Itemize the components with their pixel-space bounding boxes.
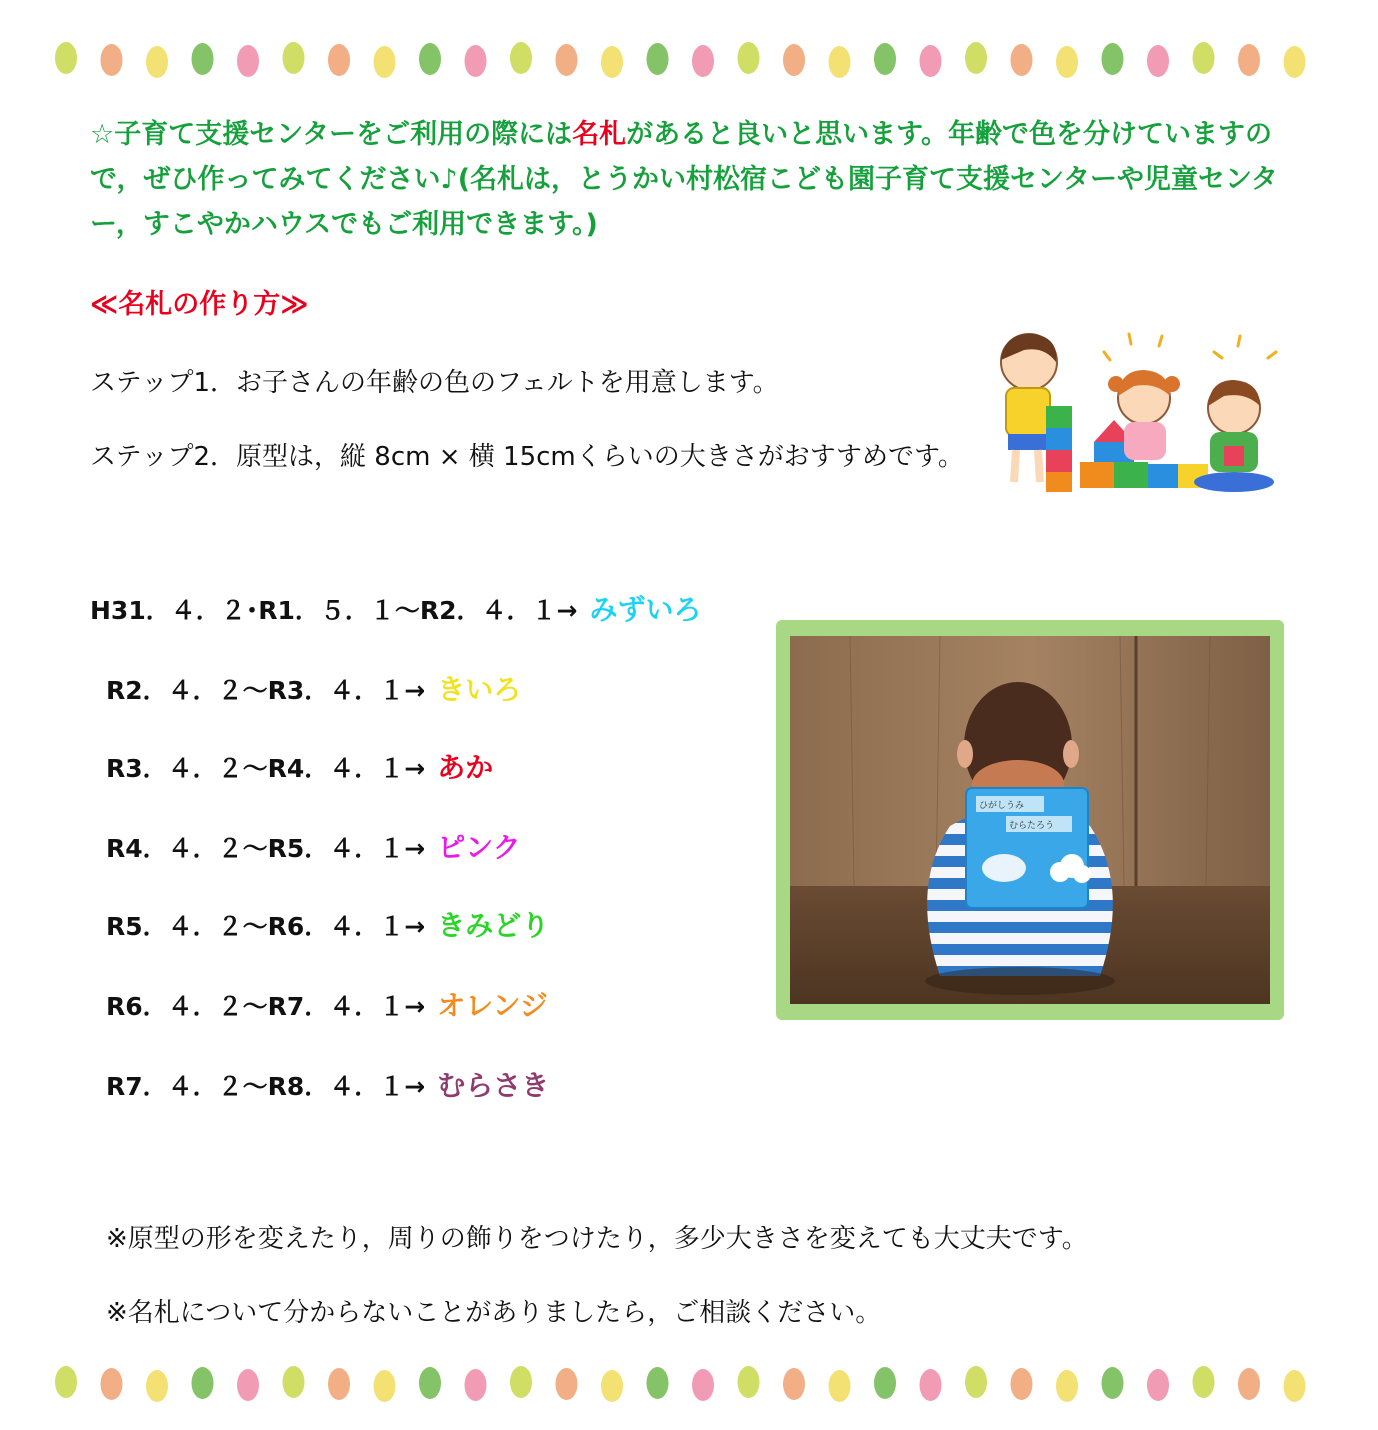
photo-tag-line1: ひがしうみ <box>979 801 1025 811</box>
watercolor-dot <box>101 1368 123 1400</box>
watercolor-dot <box>647 1367 669 1399</box>
watercolor-dot <box>192 1367 214 1399</box>
age-color-name: きいろ <box>437 673 522 706</box>
age-row-4 <box>106 826 521 866</box>
age-color-name: ピンク <box>437 831 521 864</box>
watercolor-dot <box>1147 45 1169 77</box>
age-color-name: オレンジ <box>437 989 548 1022</box>
watercolor-dot <box>328 44 350 76</box>
watercolor-dot <box>692 1369 714 1401</box>
howto-heading: ≪名札の作り方≫ <box>90 289 309 320</box>
step-1: ステップ1．お子さんの年齢の色のフェルトを用意します。 <box>90 368 779 398</box>
top-dot-border <box>0 30 1378 90</box>
watercolor-dot <box>55 42 77 74</box>
watercolor-dot <box>465 45 487 77</box>
watercolor-dot <box>1056 46 1078 78</box>
watercolor-dot <box>1056 1370 1078 1402</box>
age-range: R6．４．２～R7．４．１→ <box>106 992 426 1021</box>
age-range: R2．４．２～R3．４．１→ <box>106 676 426 705</box>
age-row-2 <box>106 668 521 708</box>
watercolor-dot <box>283 42 305 74</box>
watercolor-dot <box>419 1367 441 1399</box>
note-2: ※名札について分からないことがありましたら，ご相談ください。 <box>106 1298 882 1328</box>
age-row-1 <box>90 588 701 628</box>
watercolor-dot <box>510 42 532 74</box>
watercolor-dot <box>601 1370 623 1402</box>
watercolor-dot <box>1102 43 1124 75</box>
watercolor-dots-bottom <box>0 1354 1378 1414</box>
watercolor-dot <box>1102 1367 1124 1399</box>
intro-highlight-nameplate: 名札 <box>572 119 627 150</box>
watercolor-dot <box>1011 1368 1033 1400</box>
age-color-name: あか <box>437 751 494 784</box>
watercolor-dot <box>783 44 805 76</box>
watercolor-dot <box>510 1366 532 1398</box>
intro-paragraph <box>90 112 1290 247</box>
watercolor-dot <box>419 43 441 75</box>
watercolor-dot <box>1193 1366 1215 1398</box>
watercolor-dot <box>146 46 168 78</box>
children-blocks-image <box>984 322 1284 502</box>
age-range: R5．４．２～R6．４．１→ <box>106 912 426 941</box>
doll-with-nameplate-photo <box>790 636 1270 1004</box>
watercolor-dot <box>829 46 851 78</box>
nameplate-photo-frame <box>776 620 1284 1020</box>
age-row-6 <box>106 984 548 1024</box>
watercolor-dot <box>101 44 123 76</box>
age-row-7 <box>106 1064 549 1104</box>
watercolor-dot <box>738 1366 760 1398</box>
watercolor-dot <box>465 1369 487 1401</box>
watercolor-dot <box>965 1366 987 1398</box>
watercolor-dot <box>965 42 987 74</box>
note-1: ※原型の形を変えたり，周りの飾りをつけたり，多少大きさを変えても大丈夫です。 <box>106 1224 1088 1254</box>
watercolor-dot <box>374 46 396 78</box>
watercolor-dot <box>1284 1370 1306 1402</box>
watercolor-dot <box>1147 1369 1169 1401</box>
watercolor-dot <box>920 45 942 77</box>
watercolor-dot <box>1193 42 1215 74</box>
age-range: R7．４．２～R8．４．１→ <box>106 1072 426 1101</box>
watercolor-dot <box>146 1370 168 1402</box>
watercolor-dot <box>1238 44 1260 76</box>
age-range: R4．４．２～R5．４．１→ <box>106 834 426 863</box>
step-2: ステップ2．原型は，縦 8cm × 横 15cmくらいの大きさがおすすめです。 <box>90 442 964 472</box>
age-color-name: むらさき <box>437 1069 550 1102</box>
watercolor-dot <box>374 1370 396 1402</box>
bottom-dot-border <box>0 1354 1378 1414</box>
watercolor-dot <box>237 45 259 77</box>
watercolor-dots-top <box>0 30 1378 90</box>
watercolor-dot <box>328 1368 350 1400</box>
watercolor-dot <box>738 42 760 74</box>
watercolor-dot <box>55 1366 77 1398</box>
watercolor-dot <box>1284 46 1306 78</box>
watercolor-dot <box>920 1369 942 1401</box>
watercolor-dot <box>601 46 623 78</box>
age-row-5 <box>106 904 549 944</box>
age-range: R3．４．２～R4．４．１→ <box>106 754 426 783</box>
watercolor-dot <box>692 45 714 77</box>
age-color-name: みずいろ <box>589 593 702 626</box>
watercolor-dot <box>783 1368 805 1400</box>
watercolor-dot <box>556 44 578 76</box>
watercolor-dot <box>556 1368 578 1400</box>
watercolor-dot <box>237 1369 259 1401</box>
age-row-3 <box>106 746 493 786</box>
watercolor-dot <box>829 1370 851 1402</box>
watercolor-dot <box>1238 1368 1260 1400</box>
photo-tag-line2: むらたろう <box>1009 821 1055 831</box>
children-playing-illustration <box>984 322 1284 502</box>
watercolor-dot <box>874 1367 896 1399</box>
intro-text-1: ☆子育て支援センターをご利用の際には <box>90 119 573 150</box>
watercolor-dot <box>647 43 669 75</box>
intro-text-2: があると良いと思います。年齢で色を分けていますので，ぜひ作ってみてください♪(名札は，とうかい村松宿こども園子育て支援センターや児童センター，すこやかハウスでもご利用できます。) <box>90 119 1278 240</box>
age-range: H31．４．２･R1．５．１～R2．４．１→ <box>90 596 578 625</box>
watercolor-dot <box>283 1366 305 1398</box>
age-color-name: きみどり <box>437 909 550 942</box>
watercolor-dot <box>874 43 896 75</box>
watercolor-dot <box>192 43 214 75</box>
watercolor-dot <box>1011 44 1033 76</box>
